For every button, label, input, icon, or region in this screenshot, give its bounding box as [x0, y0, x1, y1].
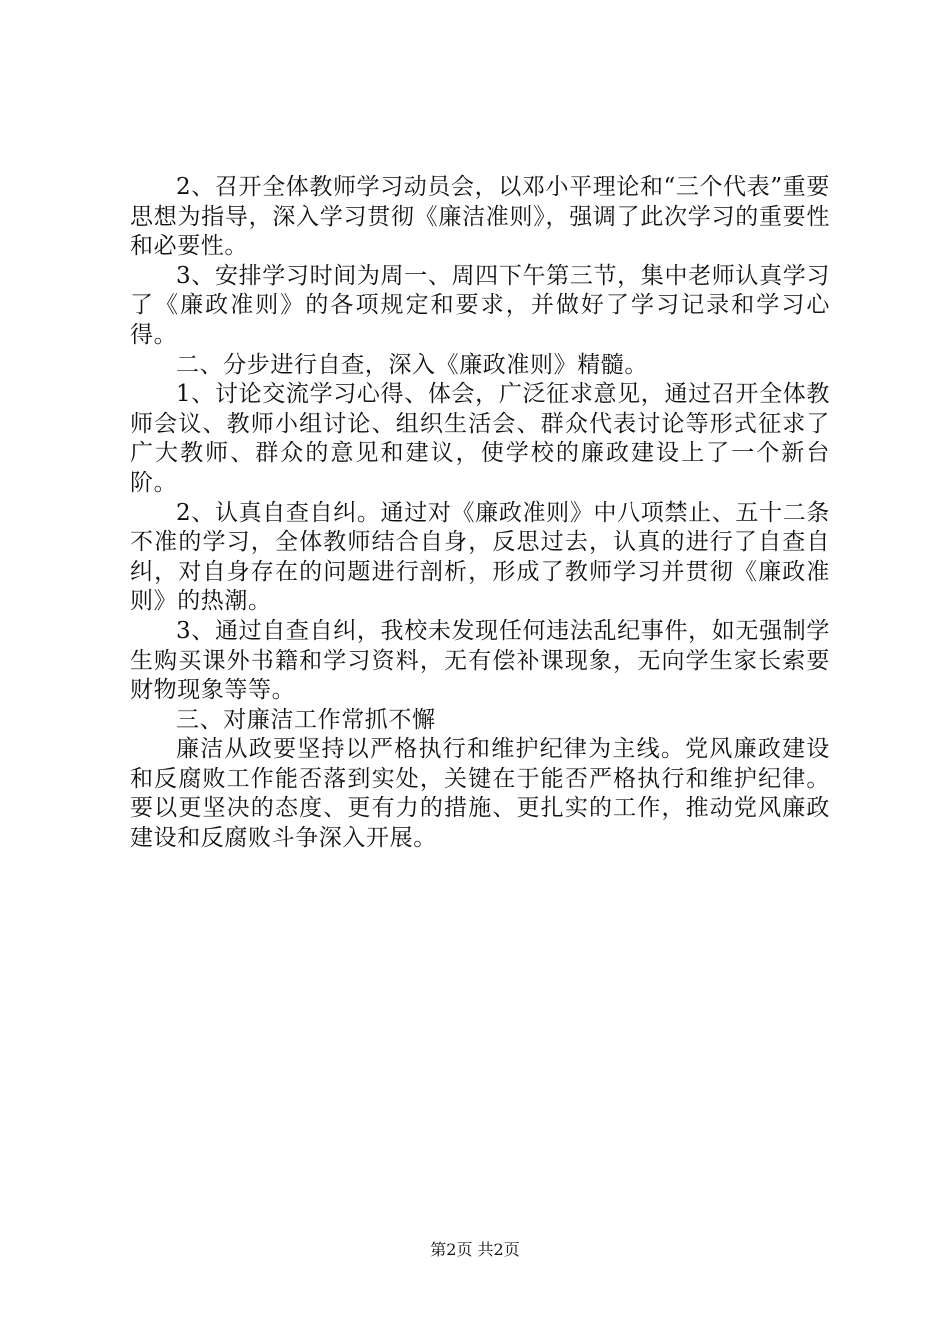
section-heading-2: 二、分步进行自查，深入《廉政准则》精髓。: [176, 351, 648, 378]
paragraph-4: 2、认真自查自纠。通过对《廉政准则》中八项禁止、五十二条不准的学习，全体教师结合自身，反思过去，认真的进行了自查自纠，对自身存在的问题进行剖析，形成了教师学习并贯彻《廉政准则》的热潮。: [130, 499, 830, 615]
page-number-footer: 第2页 共2页: [430, 1240, 520, 1259]
paragraph-1: 2、召开全体教师学习动员会，以邓小平理论和“三个代表”重要思想为指导，深入学习贯彻《廉洁准则》，强调了此次学习的重要性和必要性。: [130, 174, 830, 260]
document-body: [130, 173, 830, 854]
paragraph-6: 廉洁从政要坚持以严格执行和维护纪律为主线。党风廉政建设和反腐败工作能否落到实处，关键在于能否严格执行和维护纪律。要以更坚决的态度、更有力的措施、更扎实的工作，推动党风廉政建设和反腐败斗争深入开展。: [130, 736, 830, 852]
section-heading-3: 三、对廉洁工作常抓不懈: [176, 706, 436, 733]
paragraph-3: 1、讨论交流学习心得、体会，广泛征求意见，通过召开全体教师会议、教师小组讨论、组织生活会、群众代表讨论等形式征求了广大教师、群众的意见和建议，使学校的廉政建设上了一个新台阶。: [130, 381, 830, 496]
paragraph-2: 3、安排学习时间为周一、周四下午第三节，集中老师认真学习了《廉政准则》的各项规定和要求，并做好了学习记录和学习心得。: [130, 262, 830, 348]
paragraph-5: 3、通过自查自纠，我校未发现任何违法乱纪事件，如无强制学生购买课外书籍和学习资料，无有偿补课现象，无向学生家长索要财物现象等等。: [130, 617, 830, 704]
